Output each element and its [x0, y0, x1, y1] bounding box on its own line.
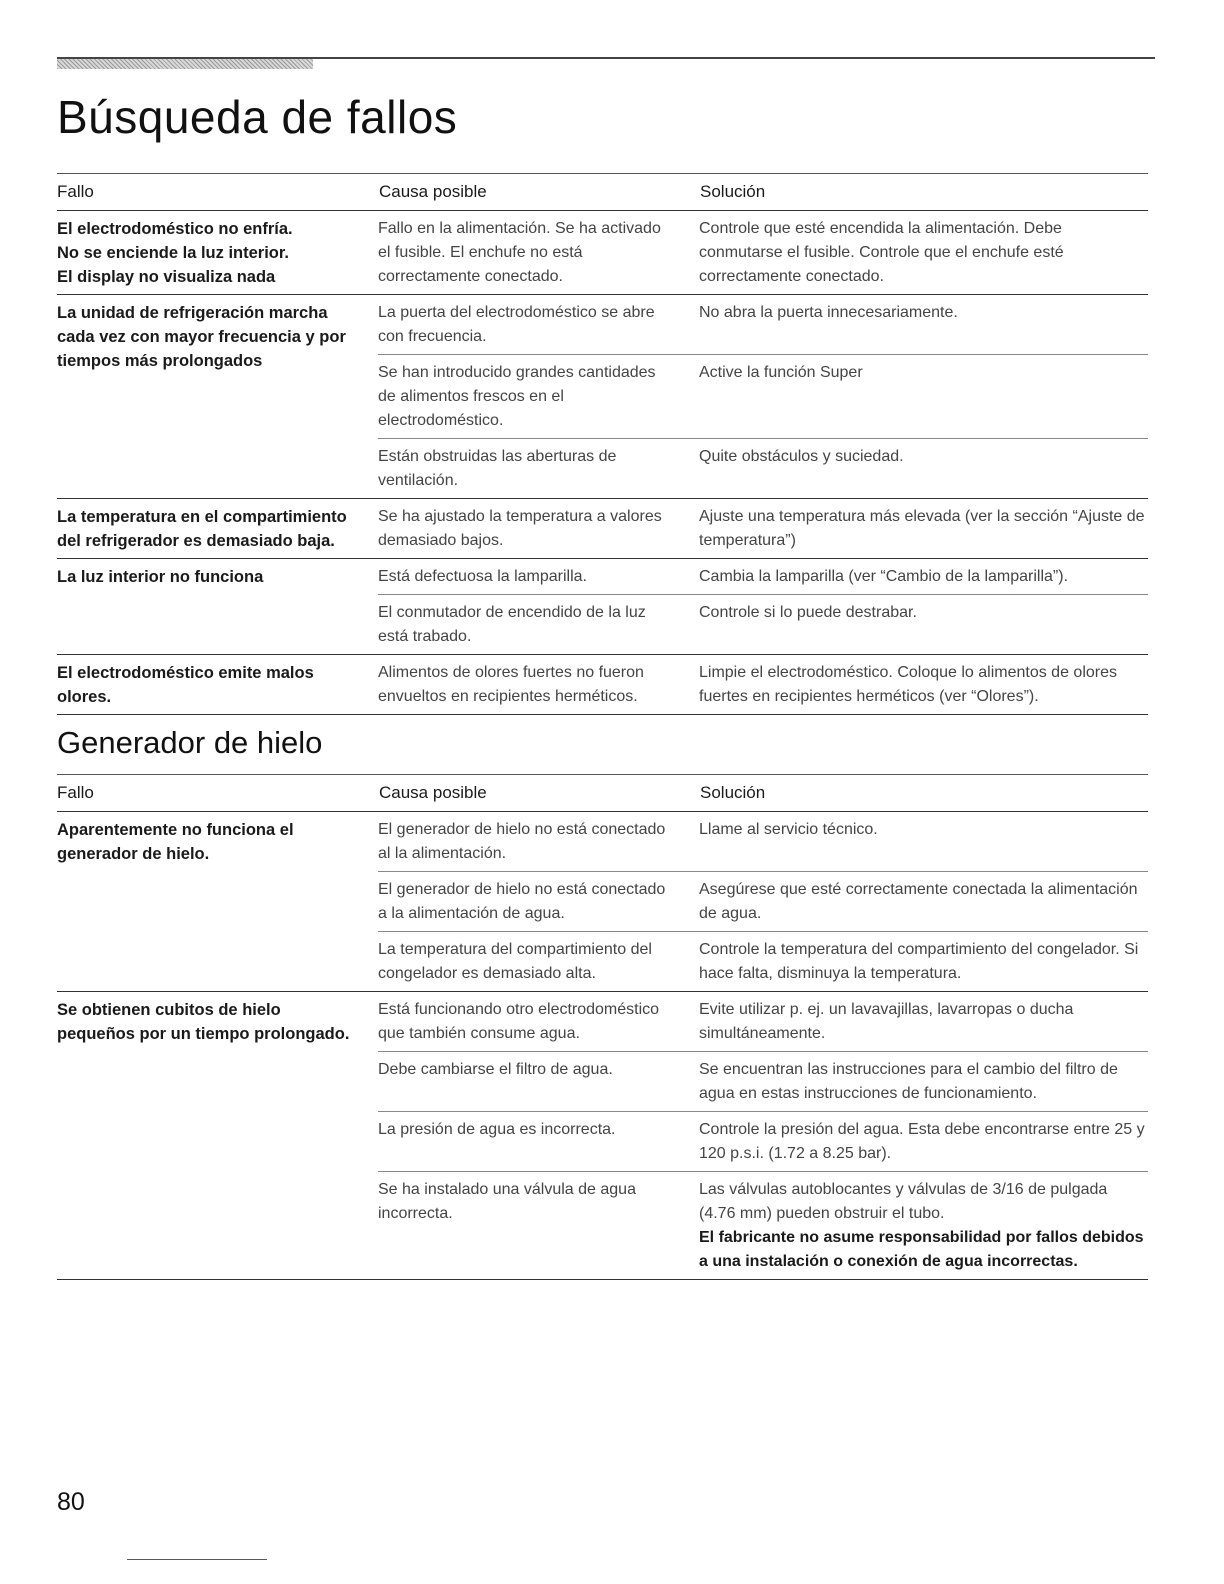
solution-text: Llame al servicio técnico.	[699, 821, 878, 838]
fault-description: La unidad de refrigeración marcha cada vez con mayor frecuencia y por tiempos más prolongados	[57, 304, 346, 370]
possible-cause: La puerta del electrodoméstico se abre con frecuencia.	[378, 304, 655, 345]
table-row	[378, 595, 1148, 654]
table-header	[57, 173, 1148, 211]
column-header: Causa posible	[379, 783, 487, 802]
solution-text: Asegúrese que esté correctamente conectada la alimentación de agua.	[699, 881, 1138, 922]
solution-text: Active la función Super	[699, 364, 863, 381]
table-row	[378, 499, 1148, 558]
possible-cause: La temperatura del compartimiento del congelador es demasiado alta.	[378, 941, 652, 982]
solution-text: Se encuentran las instrucciones para el cambio del filtro de agua en estas instrucciones de funcionamiento.	[699, 1061, 1118, 1102]
solution-text: Ajuste una temperatura más elevada (ver la sección “Ajuste de temperatura”)	[699, 508, 1145, 549]
possible-cause: Están obstruidas las aberturas de ventilación.	[378, 448, 617, 489]
solution-text: Las válvulas autoblocantes y válvulas de 3/16 de pulgada (4.76 mm) pueden obstruir el tubo.	[699, 1181, 1108, 1222]
solution-text: Controle que esté encendida la alimentación. Debe conmutarse el fusible. Controle que el enchufe esté correctamente conectado.	[699, 220, 1064, 285]
table-row	[378, 872, 1148, 932]
solution-text: Evite utilizar p. ej. un lavavajillas, lavarropas o ducha simultáneamente.	[699, 1001, 1074, 1042]
possible-cause: Alimentos de olores fuertes no fueron envueltos en recipientes herméticos.	[378, 664, 644, 705]
column-header: Fallo	[57, 182, 94, 201]
fault-group	[57, 499, 1148, 559]
table-row	[378, 655, 1148, 714]
header-tab-pattern	[57, 59, 313, 69]
solution	[699, 812, 1148, 871]
table-row	[378, 932, 1148, 991]
table-row	[378, 559, 1148, 595]
footer-line	[127, 1559, 267, 1560]
possible-cause: El generador de hielo no está conectado a la alimentación de agua.	[378, 881, 666, 922]
solution	[699, 1172, 1148, 1279]
possible-cause: Se ha instalado una válvula de agua incorrecta.	[378, 1181, 636, 1222]
solution	[699, 439, 1148, 498]
table-row	[378, 1052, 1148, 1112]
solution-text: Controle la presión del agua. Esta debe encontrarse entre 25 y 120 p.s.i. (1.72 a 8.25 bar).	[699, 1121, 1145, 1162]
table-row	[378, 812, 1148, 872]
fault-group	[57, 812, 1148, 992]
table-row	[378, 1112, 1148, 1172]
possible-cause: Está defectuosa la lamparilla.	[378, 568, 587, 585]
possible-cause: Se han introducido grandes cantidades de alimentos frescos en el electrodoméstico.	[378, 364, 656, 429]
fault-group	[57, 211, 1148, 295]
fault-description: Se obtienen cubitos de hielo pequeños por un tiempo prolongado.	[57, 1001, 350, 1043]
section-title-ice-maker: Generador de hielo	[57, 725, 323, 760]
solution	[699, 559, 1148, 594]
table-row	[378, 295, 1148, 355]
possible-cause: El generador de hielo no está conectado al la alimentación.	[378, 821, 666, 862]
column-header: Fallo	[57, 783, 94, 802]
solution-text: Cambia la lamparilla (ver “Cambio de la lamparilla”).	[699, 568, 1069, 585]
solution	[699, 932, 1148, 991]
manufacturer-note: El fabricante no asume responsabilidad por fallos debidos a una instalación o conexión de agua incorrectas.	[699, 1229, 1144, 1270]
solution	[699, 211, 1148, 294]
solution	[699, 499, 1148, 558]
ice-maker-table	[57, 774, 1148, 1280]
solution	[699, 1052, 1148, 1111]
possible-cause: El conmutador de encendido de la luz está trabado.	[378, 604, 646, 645]
fault-description: Aparentemente no funciona el generador de hielo.	[57, 821, 294, 863]
possible-cause: Fallo en la alimentación. Se ha activado el fusible. El enchufe no está correctamente conectado.	[378, 220, 661, 285]
fault-description: El electrodoméstico no enfría. No se enciende la luz interior. El display no visualiza nada	[57, 220, 293, 286]
column-header: Solución	[700, 182, 766, 201]
solution-text: Limpie el electrodoméstico. Coloque lo alimentos de olores fuertes en recipientes herméticos (ver “Olores”).	[699, 664, 1117, 705]
solution	[699, 992, 1148, 1051]
solution	[699, 1112, 1148, 1171]
table-header	[57, 774, 1148, 812]
fault-description: La temperatura en el compartimiento del refrigerador es demasiado baja.	[57, 508, 347, 550]
possible-cause: Debe cambiarse el filtro de agua.	[378, 1061, 613, 1078]
possible-cause: La presión de agua es incorrecta.	[378, 1121, 616, 1138]
fault-group	[57, 655, 1148, 715]
solution-text: Controle la temperatura del compartimiento del congelador. Si hace falta, disminuya la temperatura.	[699, 941, 1139, 982]
table-row	[378, 992, 1148, 1052]
table-row	[378, 1172, 1148, 1279]
solution-text: Controle si lo puede destrabar.	[699, 604, 917, 621]
solution-text: Quite obstáculos y suciedad.	[699, 448, 904, 465]
column-header: Solución	[700, 783, 766, 802]
solution	[699, 872, 1148, 931]
possible-cause: Se ha ajustado la temperatura a valores demasiado bajos.	[378, 508, 662, 549]
fault-description: La luz interior no funciona	[57, 568, 264, 586]
solution	[699, 655, 1148, 714]
table-row	[378, 355, 1148, 439]
column-header: Causa posible	[379, 182, 487, 201]
solution	[699, 355, 1148, 438]
solution	[699, 595, 1148, 654]
troubleshooting-table	[57, 173, 1148, 715]
solution-text: No abra la puerta innecesariamente.	[699, 304, 958, 321]
fault-group	[57, 992, 1148, 1280]
fault-group	[57, 559, 1148, 655]
table-row	[378, 211, 1148, 294]
table-row	[378, 439, 1148, 498]
fault-description: El electrodoméstico emite malos olores.	[57, 664, 314, 706]
possible-cause: Está funcionando otro electrodoméstico que también consume agua.	[378, 1001, 660, 1042]
page-number: 80	[57, 1488, 85, 1516]
page-title: Búsqueda de fallos	[57, 91, 458, 143]
solution	[699, 295, 1148, 354]
fault-group	[57, 295, 1148, 499]
